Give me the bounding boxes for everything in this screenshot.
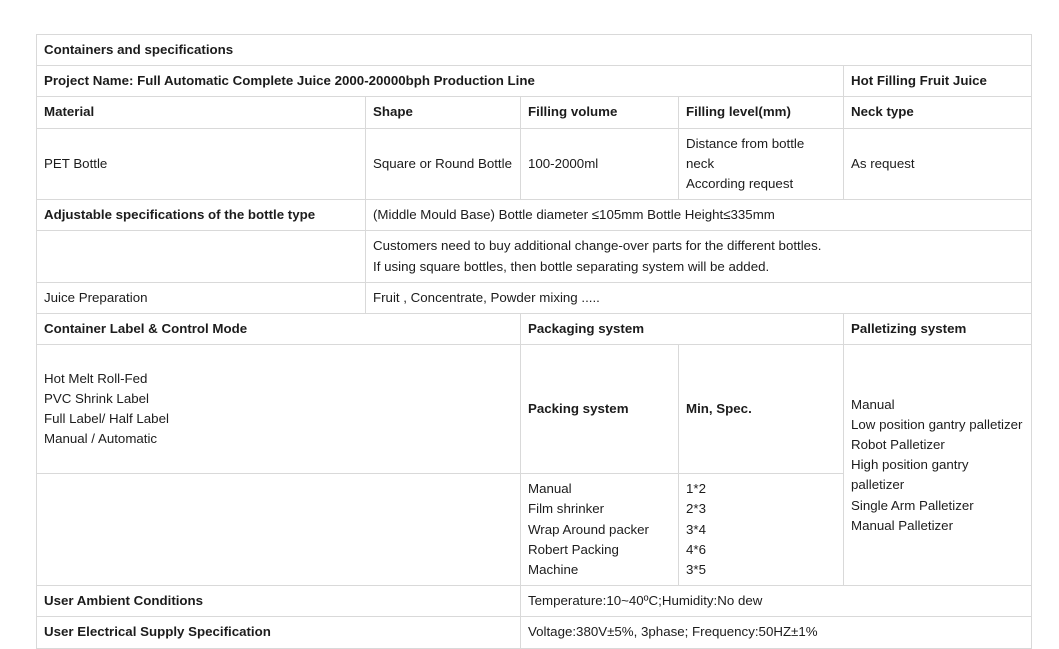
palletizer-item: Manual Palletizer bbox=[851, 517, 953, 533]
palletizer-item: Robot Palletizer bbox=[851, 436, 945, 452]
cell-min-spec-label: Min, Spec. bbox=[679, 345, 844, 474]
palletizer-item: Single Arm Palletizer bbox=[851, 497, 974, 513]
palletizer-item: Low position gantry palletizer bbox=[851, 416, 1023, 432]
table-row bbox=[37, 35, 1032, 66]
product-type-cell: Hot Filling Fruit Juice bbox=[844, 66, 1032, 97]
label-mode-item: Hot Melt Roll-Fed bbox=[44, 370, 148, 386]
table-row bbox=[37, 200, 1032, 231]
customer-notes-cell bbox=[366, 231, 1032, 282]
column-header-shape: Shape bbox=[366, 97, 521, 128]
packing-machine-item: Wrap Around packer bbox=[528, 521, 649, 537]
table-header-row bbox=[37, 97, 1032, 128]
filling-level-line-1: Distance from bottle neck bbox=[686, 135, 805, 171]
electrical-supply-label: User Electrical Supply Specification bbox=[37, 617, 521, 648]
label-mode-item: Manual / Automatic bbox=[44, 431, 158, 447]
cell-packing-machines bbox=[521, 474, 679, 586]
cell-material-value: PET Bottle bbox=[37, 128, 366, 200]
column-header-filling-volume: Filling volume bbox=[521, 97, 679, 128]
pack-spec-item: 2*3 bbox=[686, 501, 706, 517]
table-row bbox=[37, 66, 1032, 97]
empty-cell bbox=[37, 474, 521, 586]
customer-note-line-1: Customers need to buy additional change-over parts for the different bottles. bbox=[373, 238, 822, 254]
table-header-row bbox=[37, 314, 1032, 345]
table-row bbox=[37, 231, 1032, 282]
adjustable-specs-label: Adjustable specifications of the bottle type bbox=[37, 200, 366, 231]
empty-cell bbox=[37, 231, 366, 282]
table-row bbox=[37, 617, 1032, 648]
project-name-cell: Project Name: Full Automatic Complete Juice 2000-20000bph Production Line bbox=[37, 66, 844, 97]
table-row bbox=[37, 282, 1032, 313]
cell-shape-value: Square or Round Bottle bbox=[366, 128, 521, 200]
label-mode-item: PVC Shrink Label bbox=[44, 391, 149, 407]
cell-pack-specs bbox=[679, 474, 844, 586]
ambient-conditions-label: User Ambient Conditions bbox=[37, 586, 521, 617]
column-header-packaging-system: Packaging system bbox=[521, 314, 844, 345]
cell-filling-volume-value: 100-2000ml bbox=[521, 128, 679, 200]
cell-label-modes bbox=[37, 345, 521, 474]
pack-spec-item: 1*2 bbox=[686, 481, 706, 497]
cell-neck-type-value: As request bbox=[844, 128, 1032, 200]
column-header-filling-level: Filling level(mm) bbox=[679, 97, 844, 128]
table-row bbox=[37, 586, 1032, 617]
pack-spec-item: 3*5 bbox=[686, 562, 706, 578]
juice-preparation-value: Fruit , Concentrate, Powder mixing ..... bbox=[366, 282, 1032, 313]
customer-note-line-2: If using square bottles, then bottle separating system will be added. bbox=[373, 258, 770, 274]
specifications-table bbox=[36, 34, 1032, 649]
pack-spec-item: 4*6 bbox=[686, 541, 706, 557]
filling-level-line-2: According request bbox=[686, 176, 794, 192]
ambient-conditions-value: Temperature:10~40ºC;Humidity:No dew bbox=[521, 586, 1032, 617]
cell-filling-level-value bbox=[679, 128, 844, 200]
cell-packing-system-label: Packing system bbox=[521, 345, 679, 474]
juice-preparation-label: Juice Preparation bbox=[37, 282, 366, 313]
column-header-material: Material bbox=[37, 97, 366, 128]
palletizer-item: High position gantry palletizer bbox=[851, 457, 969, 493]
packing-machine-item: Film shrinker bbox=[528, 501, 605, 517]
column-header-palletizing-system: Palletizing system bbox=[844, 314, 1032, 345]
electrical-supply-value: Voltage:380V±5%, 3phase; Frequency:50HZ±1% bbox=[521, 617, 1032, 648]
column-header-container-label: Container Label & Control Mode bbox=[37, 314, 521, 345]
table-row bbox=[37, 128, 1032, 200]
table-title: Containers and specifications bbox=[37, 35, 1032, 66]
packing-machine-item: Robert Packing Machine bbox=[528, 541, 619, 578]
table-row bbox=[37, 345, 1032, 474]
packing-machine-item: Manual bbox=[528, 481, 572, 497]
column-header-neck-type: Neck type bbox=[844, 97, 1032, 128]
adjustable-specs-value: (Middle Mould Base) Bottle diameter ≤105mm Bottle Height≤335mm bbox=[366, 200, 1032, 231]
cell-palletizer-list bbox=[844, 345, 1032, 586]
palletizer-item: Manual bbox=[851, 396, 895, 412]
pack-spec-item: 3*4 bbox=[686, 521, 706, 537]
label-mode-item: Full Label/ Half Label bbox=[44, 411, 169, 427]
